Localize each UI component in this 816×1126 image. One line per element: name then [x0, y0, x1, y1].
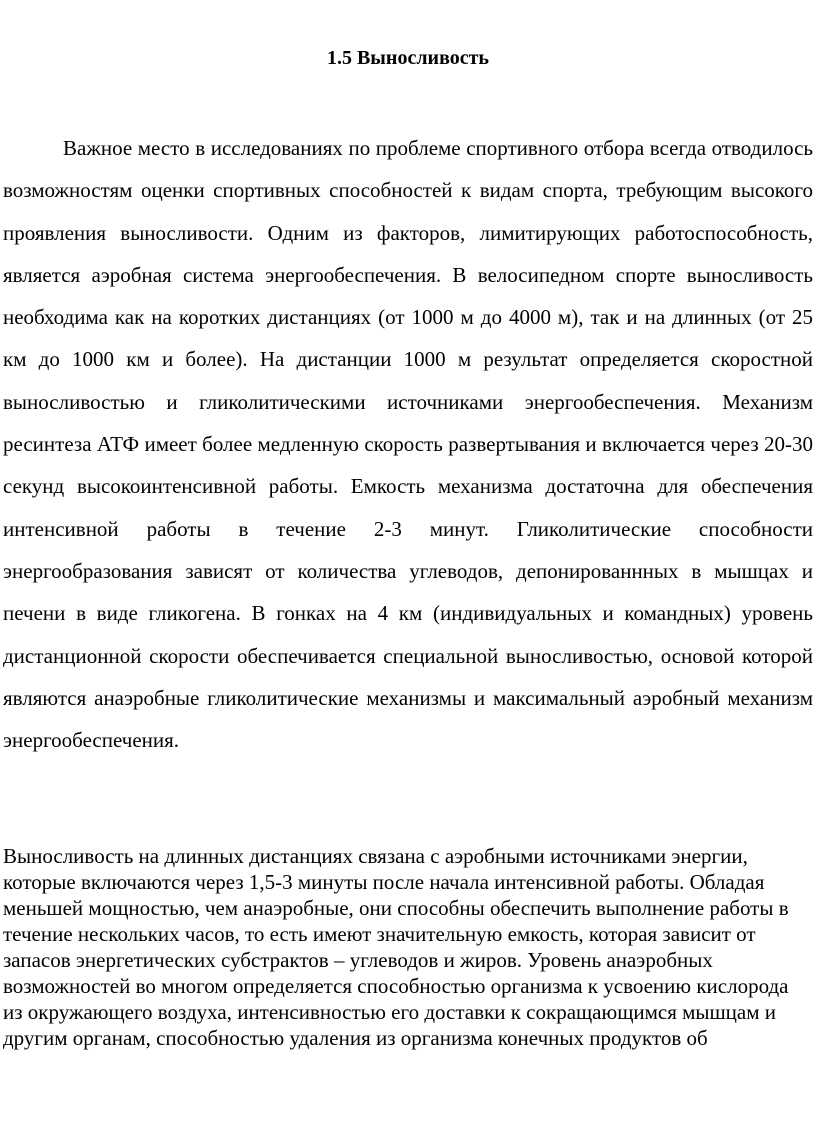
paragraph-2: Выносливость на длинных дистанциях связана с аэробными источниками энергии, которые включаются через 1,5-3 минуты после начала интенсивной работы. Обладая меньшей мощностью, чем анаэробные, они способны обеспечить выполнение работы в течение нескольких часов, то есть имеют значительную емкость, которая зависит от запасов энергетических субстрактов – углеводов и жиров. Уровень анаэробных возможностей во многом определяется способностью организма к усвоению кислорода из окружающего воздуха, интенсивностью его доставки к сокращающимся мышцам и другим органам, способностью удаления из организма конечных продуктов об [3, 844, 789, 1050]
section-title: 1.5 Выносливость [326, 47, 490, 69]
paragraph-1: Важное место в исследованиях по проблеме спортивного отбора всегда отводилось возможностям оценки спортивных способностей к видам спорта, требующим высокого проявления выносливости. Одним из факторов, лимитирующих работоспособность, является аэробная система энергообеспечения. В велосипедном спорте выносливость необходима как на коротких дистанциях (от 1000 м до 4000 м), так и на длинных (от 25 км до 1000 км и более). На дистанции 1000 м результат определяется скоростной выносливостью и гликолитическими источниками энергообеспечения. Механизм ресинтеза АТФ имеет более медленную скорость развертывания и включается через 20-30 секунд высокоинтенсивной работы. Емкость механизма достаточна для обеспечения интенсивной работы в течение 2-3 минут. Гликолитические способности энергообразования зависят от количества углеводов, депонированнных в мышцах и печени в виде гликогена. В гонках на 4 км (индивидуальных и командных) уровень дистанционной скорости обеспечивается специальной выносливостью, основой которой являются анаэробные гликолитические механизмы и максимальный аэробный механизм энергообеспечения. [3, 136, 813, 753]
